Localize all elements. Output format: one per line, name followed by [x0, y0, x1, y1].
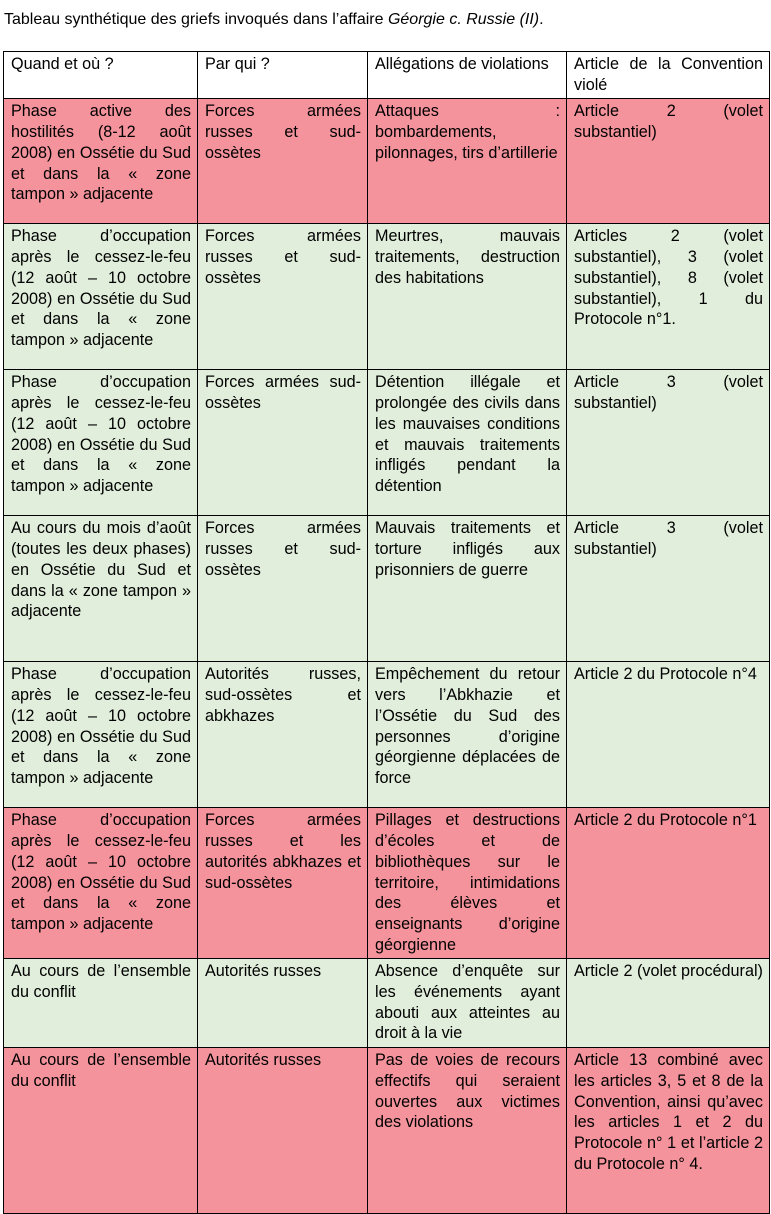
table-header-row: [4, 52, 770, 99]
cell-allegations: Pillages et destructions d’écoles et de bibliothèques sur le territoire, intimidations des élèves et enseignants d’origine géorgienne: [368, 808, 567, 959]
header-allegations: Allégations de violations: [368, 52, 567, 99]
cell-when: Au cours de l’ensemble du conflit: [4, 1048, 198, 1214]
cell-article: Article 3 (volet substantiel): [567, 370, 770, 516]
cell-when: Phase active des hostilités (8-12 août 2008) en Ossétie du Sud et dans la « zone tampon » adjacente: [4, 99, 198, 224]
cell-article: Article 2 (volet substantiel): [567, 99, 770, 224]
cell-allegations: Meurtres, mauvais traitements, destruction des habitations: [368, 224, 567, 370]
table-row: [4, 959, 770, 1048]
table-row: [4, 516, 770, 662]
cell-allegations: Attaques : bombardements, pilonnages, tirs d’artillerie: [368, 99, 567, 224]
cell-when: Au cours de l’ensemble du conflit: [4, 959, 198, 1048]
cell-article: Articles 2 (volet substantiel), 3 (volet substantiel), 8 (volet substantiel), 1 du Protocole n°1.: [567, 224, 770, 370]
cell-who: Forces armées russes et sud-ossètes: [198, 516, 368, 662]
caption-suffix: .: [539, 11, 544, 28]
table-body: [4, 52, 770, 1214]
table-row: [4, 808, 770, 959]
cell-who: Forces armées russes et sud-ossètes: [198, 99, 368, 224]
cell-article: Article 13 combiné avec les articles 3, 5 et 8 de la Convention, ainsi qu’avec les articles 1 et 2 du Protocole n° 1 et l’article 2 du Protocole n° 4.: [567, 1048, 770, 1214]
cell-when: Phase d’occupation après le cessez-le-feu (12 août – 10 octobre 2008) en Ossétie du Sud et dans la « zone tampon » adjacente: [4, 370, 198, 516]
cell-article: Article 3 (volet substantiel): [567, 516, 770, 662]
table-caption: [4, 10, 544, 30]
table-row: [4, 99, 770, 224]
cell-who: Autorités russes, sud-ossètes et abkhazes: [198, 662, 368, 808]
cell-when: Au cours du mois d’août (toutes les deux phases) en Ossétie du Sud et dans la « zone tampon » adjacente: [4, 516, 198, 662]
cell-article: Article 2 du Protocole n°4: [567, 662, 770, 808]
cell-who: Forces armées russes et sud-ossètes: [198, 224, 368, 370]
cell-allegations: Empêchement du retour vers l’Abkhazie et l’Ossétie du Sud des personnes d’origine géorgienne déplacées de force: [368, 662, 567, 808]
cell-allegations: Mauvais traitements et torture infligés aux prisonniers de guerre: [368, 516, 567, 662]
header-article: Article de la Convention violé: [567, 52, 770, 99]
cell-who: Autorités russes: [198, 1048, 368, 1214]
cell-article: Article 2 du Protocole n°1: [567, 808, 770, 959]
table-row: [4, 224, 770, 370]
cell-who: Autorités russes: [198, 959, 368, 1048]
table-row: [4, 1048, 770, 1214]
cell-who: Forces armées russes et les autorités abkhazes et sud-ossètes: [198, 808, 368, 959]
header-who: Par qui ?: [198, 52, 368, 99]
caption-text: Tableau synthétique des griefs invoqués dans l’affaire: [4, 11, 388, 28]
cell-when: Phase d’occupation après le cessez-le-feu (12 août – 10 octobre 2008) en Ossétie du Sud et dans la « zone tampon » adjacente: [4, 224, 198, 370]
cell-when: Phase d’occupation après le cessez-le-feu (12 août – 10 octobre 2008) en Ossétie du Sud et dans la « zone tampon » adjacente: [4, 808, 198, 959]
cell-when: Phase d’occupation après le cessez-le-feu (12 août – 10 octobre 2008) en Ossétie du Sud et dans la « zone tampon » adjacente: [4, 662, 198, 808]
cell-allegations: Détention illégale et prolongée des civils dans les mauvaises conditions et mauvais traitements infligés pendant la détention: [368, 370, 567, 516]
cell-article: Article 2 (volet procédural): [567, 959, 770, 1048]
cell-who: Forces armées sud-ossètes: [198, 370, 368, 516]
header-when: Quand et où ?: [4, 52, 198, 99]
grievances-table: [3, 51, 770, 1214]
table-row: [4, 370, 770, 516]
table-row: [4, 662, 770, 808]
case-name: Géorgie c. Russie (II): [387, 11, 540, 28]
cell-allegations: Absence d’enquête sur les événements ayant abouti aux atteintes au droit à la vie: [368, 959, 567, 1048]
cell-allegations: Pas de voies de recours effectifs qui seraient ouvertes aux victimes des violations: [368, 1048, 567, 1214]
